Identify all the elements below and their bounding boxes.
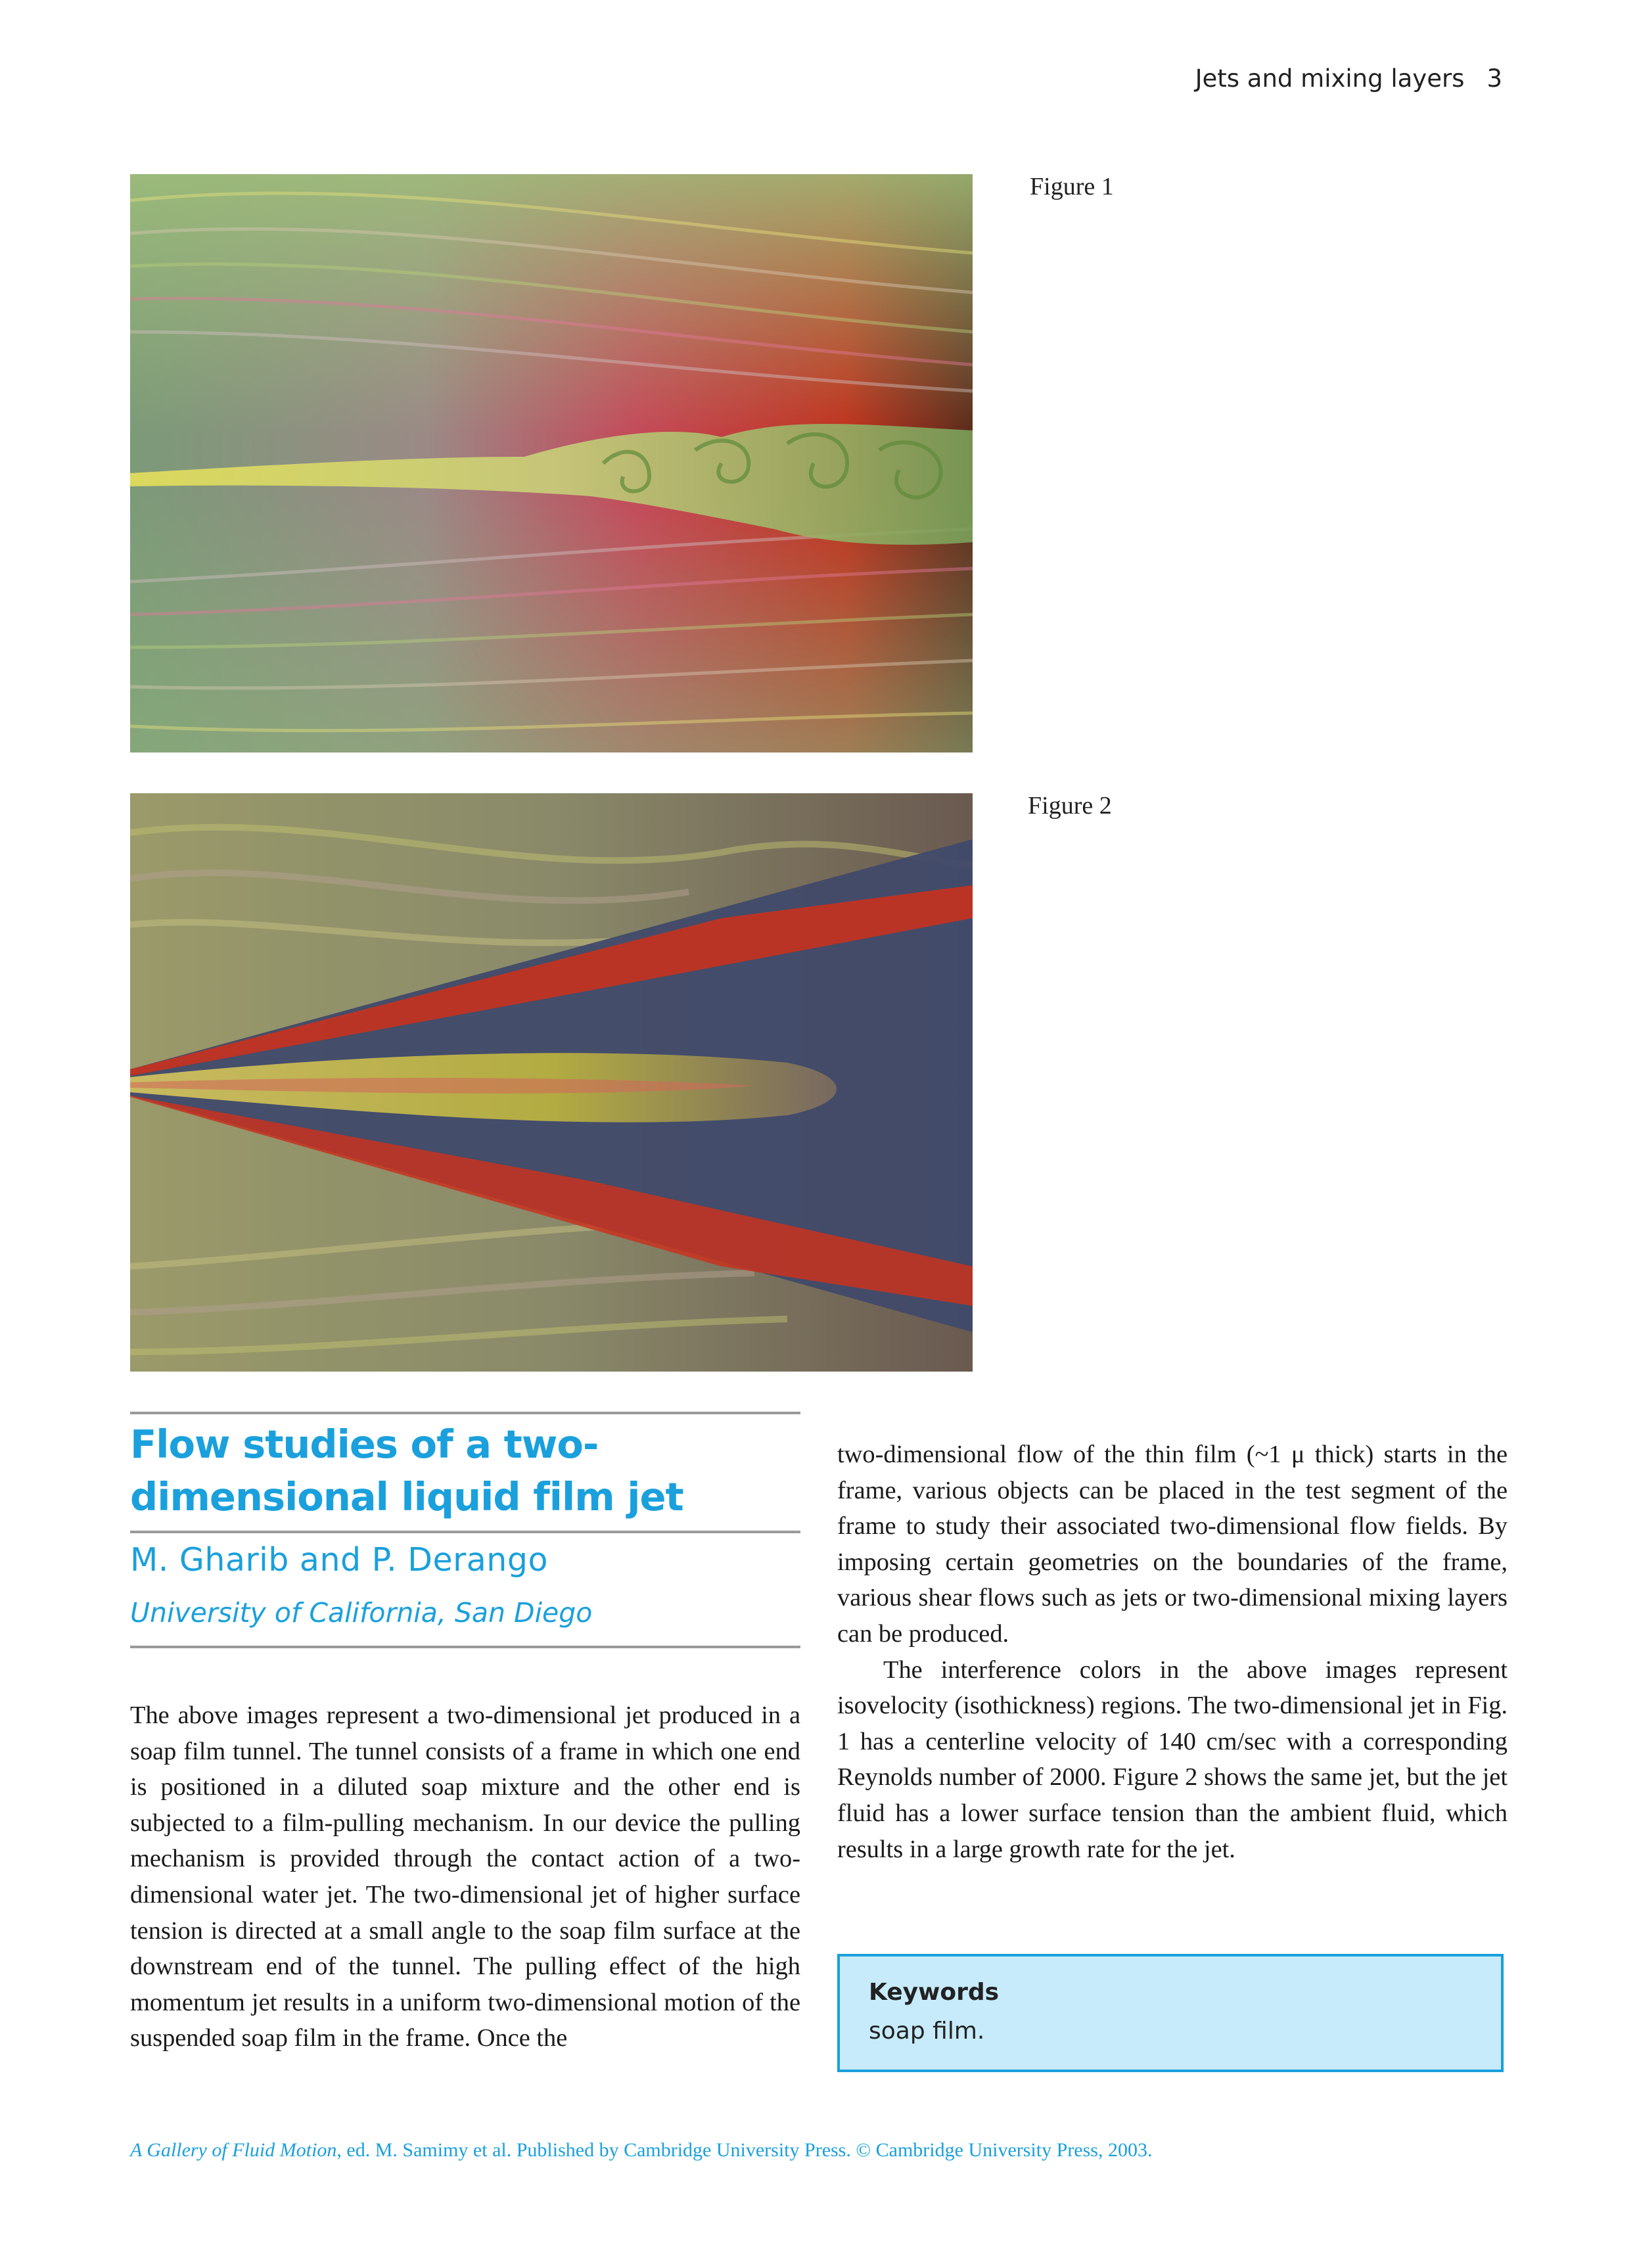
article-affiliation: University of California, San Diego (130, 1597, 593, 1629)
figure-2-image (130, 793, 973, 1372)
article-authors: M. Gharib and P. Derango (130, 1541, 548, 1579)
footer-book-title: A Gallery of Fluid Motion (130, 2139, 337, 2161)
figure-1-image (130, 174, 973, 752)
body-column-left (130, 1698, 800, 2056)
title-bottom-rule (130, 1531, 800, 1533)
running-head (1195, 64, 1502, 93)
body-paragraph-right-2: The interference colors in the above images represent isovelocity (isothickness) regions. The two-dimensional jet in Fig. 1 has a centerline velocity of 140 cm/sec with a corresponding Reynolds number of 2000. Figure 2 shows the same jet, but the jet fluid has a lower surface tension than the ambient fluid, which results in a large growth rate for the jet. (837, 1655, 1508, 1863)
keywords-text: soap film. (869, 2018, 985, 2045)
article-title: Flow studies of a two-dimensional liquid film jet (130, 1422, 683, 1519)
body-column-right (837, 1437, 1508, 1867)
running-head-title: Jets and mixing layers (1195, 64, 1465, 93)
keywords-heading: Keywords (869, 1979, 1000, 2006)
page-footer (130, 2139, 1152, 2162)
figure-2-label: Figure 2 (1028, 792, 1112, 820)
keywords-box (837, 1954, 1504, 2072)
affiliation-bottom-rule (130, 1646, 800, 1648)
body-paragraph-left: The above images represent a two-dimensional jet produced in a soap film tunnel. The tunnel consists of a frame in which one end is positioned in a diluted soap mixture and the other end is subjected to a film-pulling mechanism. In our device the pulling mechanism is provided through the contact action of a two-dimensional water jet. The two-dimensional jet of higher surface tension is directed at a small angle to the soap film surface at the downstream end of the tunnel. The pulling effect of the high momentum jet results in a uniform two-dimensional motion of the suspended soap film in the frame. Once the (130, 1701, 800, 2052)
body-paragraph-right-1: two-dimensional flow of the thin film (~1 μ thick) starts in the frame, various objects can be placed in the test segment of the frame to study their associated two-dimensional flow fields. By imposing certain geometries on the boundaries of the frame, various shear flows such as jets or two-dimensional mixing layers can be produced. (837, 1441, 1508, 1648)
title-top-rule (130, 1412, 800, 1414)
figure-1-label: Figure 1 (1030, 173, 1114, 200)
page-number: 3 (1487, 64, 1502, 93)
footer-citation: , ed. M. Samimy et al. Published by Cambridge University Press. © Cambridge University Press, 2003. (336, 2139, 1153, 2161)
